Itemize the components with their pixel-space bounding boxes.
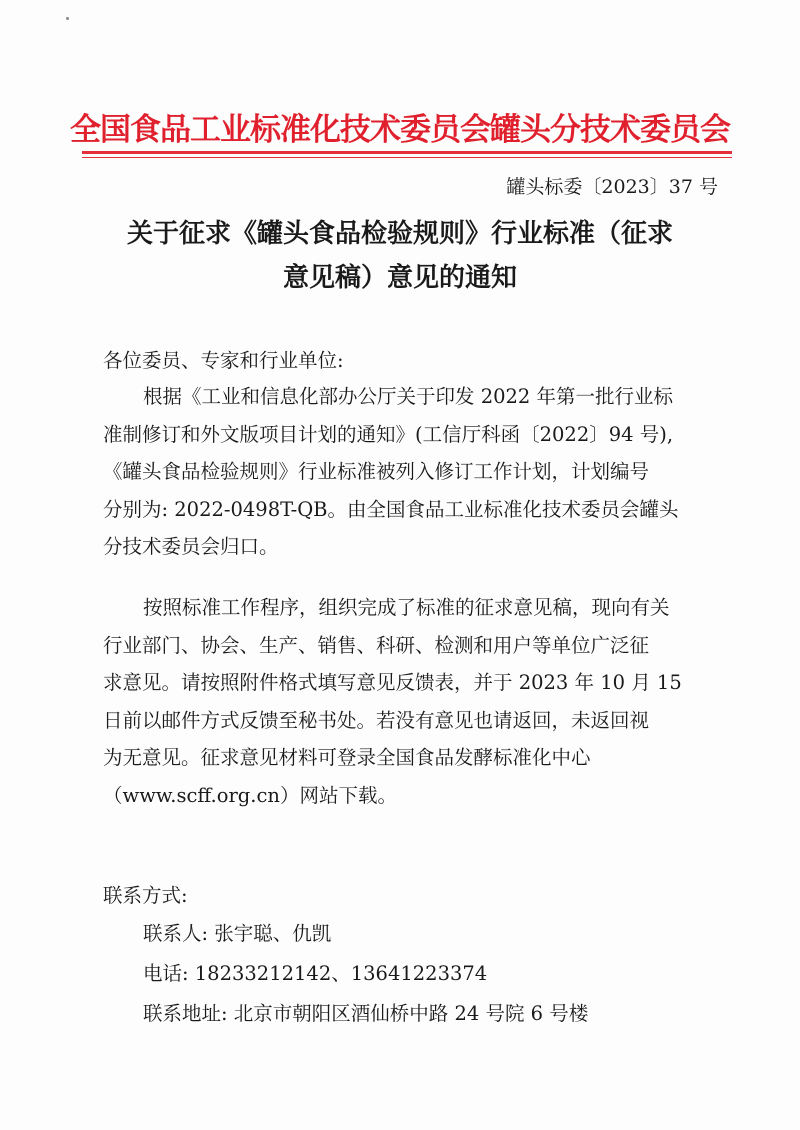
header-red-rule: [82, 151, 732, 154]
document-title-line-1: 关于征求《罐头食品检验规则》行业标准（征求: [126, 219, 673, 249]
paragraph-1-line: 分技术委员会归口。: [103, 535, 279, 558]
document-title: [90, 212, 710, 300]
paragraph-1-line: 分别为: 2022-0498T-QB。由全国食品工业标准化技术委员会罐头: [103, 497, 679, 521]
paragraph-2-line: 日前以邮件方式反馈至秘书处。若没有意见也请返回，未返回视: [103, 708, 650, 732]
paragraph-2-line: 求意见。请按照附件格式填写意见反馈表，并于 2023 年 10 月 15: [103, 671, 682, 694]
paragraph-2: [103, 589, 703, 814]
paragraph-2-line: （www.scff.org.cn）网站下载。: [103, 783, 397, 807]
paragraph-1-line: 准制修订和外文版项目计划的通知》(工信厅科函〔2022〕94 号),: [103, 422, 674, 446]
paragraph-1-line: 根据《工业和信息化部办公厅关于印发 2022 年第一批行业标: [143, 385, 674, 408]
paragraph-2-line: 行业部门、协会、生产、销售、科研、检测和用户等单位广泛征: [103, 633, 650, 657]
header-red-rule-thin: [82, 157, 732, 158]
document-number: 罐头标委〔2023〕37 号: [506, 176, 718, 198]
org-header-title: 全国食品工业标准化技术委员会罐头分技术委员会: [70, 112, 730, 148]
paragraph-2-line: 为无意见。征求意见材料可登录全国食品发酵标准化中心: [103, 746, 591, 769]
contact-address: 联系地址: 北京市朝阳区酒仙桥中路 24 号院 6 号楼: [143, 1002, 589, 1025]
document-title-line-2: 意见稿）意见的通知: [282, 263, 517, 293]
paragraph-1: [103, 378, 703, 566]
paragraph-1-line: 《罐头食品检验规则》行业标准被列入修订工作计划，计划编号: [103, 460, 650, 483]
salutation: 各位委员、专家和行业单位:: [103, 349, 344, 372]
contact-heading: 联系方式:: [103, 884, 188, 907]
contact-phone: 电话: 18233212142、13641223374: [143, 962, 488, 985]
paragraph-2-line: 按照标准工作程序，组织完成了标准的征求意见稿，现向有关: [143, 596, 670, 619]
contact-person: 联系人: 张宇聪、仇凯: [143, 922, 332, 945]
scan-speck: [66, 17, 69, 20]
